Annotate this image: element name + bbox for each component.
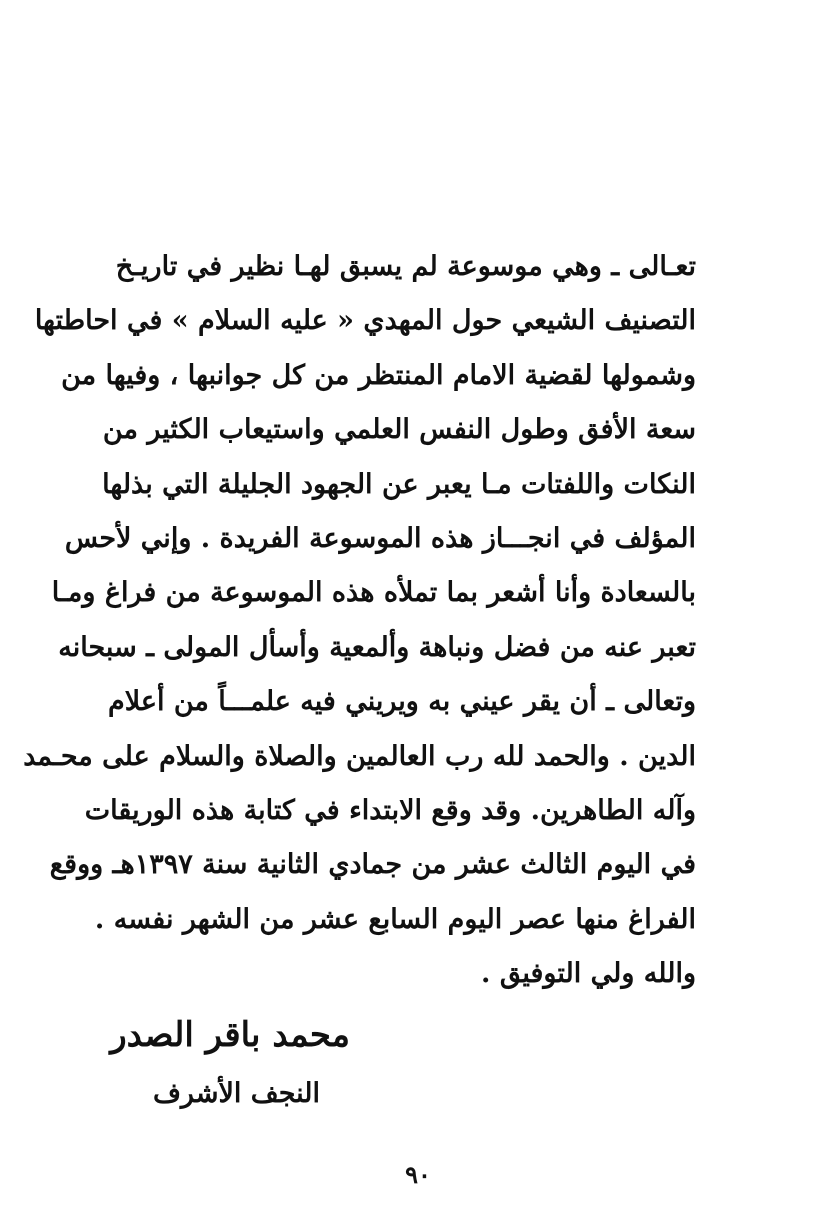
text-line: الدين . والحمد لله رب العالمين والصلاة والسلام على محـمد (23, 740, 696, 772)
page-number: ٩٠ (405, 1160, 431, 1189)
text-line: المؤلف في انجـــاز هذه الموسوعة الفريدة . وإني لأحس (64, 522, 696, 554)
text-line: بالسعادة وأنا أشعر بما تملأه هذه الموسوعة من فراغ ومـا (51, 577, 696, 609)
author-signature: محمد باقر الصدر (110, 1015, 350, 1055)
text-line: النكات واللفتات مـا يعبر عن الجهود الجليلة التي بذلها (102, 468, 696, 500)
text-line: الفراغ منها عصر اليوم السابع عشر من الشهر نفسه . (94, 903, 696, 935)
body-text (23, 240, 696, 1001)
author-place: النجف الأشرف (152, 1078, 320, 1109)
text-line: في اليوم الثالث عشر من جمادي الثانية سنة ١٣٩٧هـ ووقع (49, 849, 696, 881)
text-line: وتعالى ـ أن يقر عيني به ويريني فيه علمـــاً من أعلام (108, 686, 696, 718)
text-line: سعة الأفق وطول النفس العلمي واستيعاب الكثير من (102, 414, 696, 446)
text-line: تعـالى ـ وهي موسوعة لم يسبق لهـا نظير في تاريـخ (115, 251, 696, 282)
text-line: التصنيف الشيعي حول المهدي « عليه السلام » في احاطتها (34, 305, 696, 337)
text-line: وآله الطاهرين. وقد وقع الابتداء في كتابة هذه الوريقات (84, 794, 696, 826)
text-line: والله ولي التوفيق . (481, 958, 696, 990)
text-line: تعبر عنه من فضل ونباهة وألمعية وأسأل المولى ـ سبحانه (58, 631, 696, 663)
text-line: وشمولها لقضية الامام المنتظر من كل جوانبها ، وفيها من (61, 359, 696, 391)
